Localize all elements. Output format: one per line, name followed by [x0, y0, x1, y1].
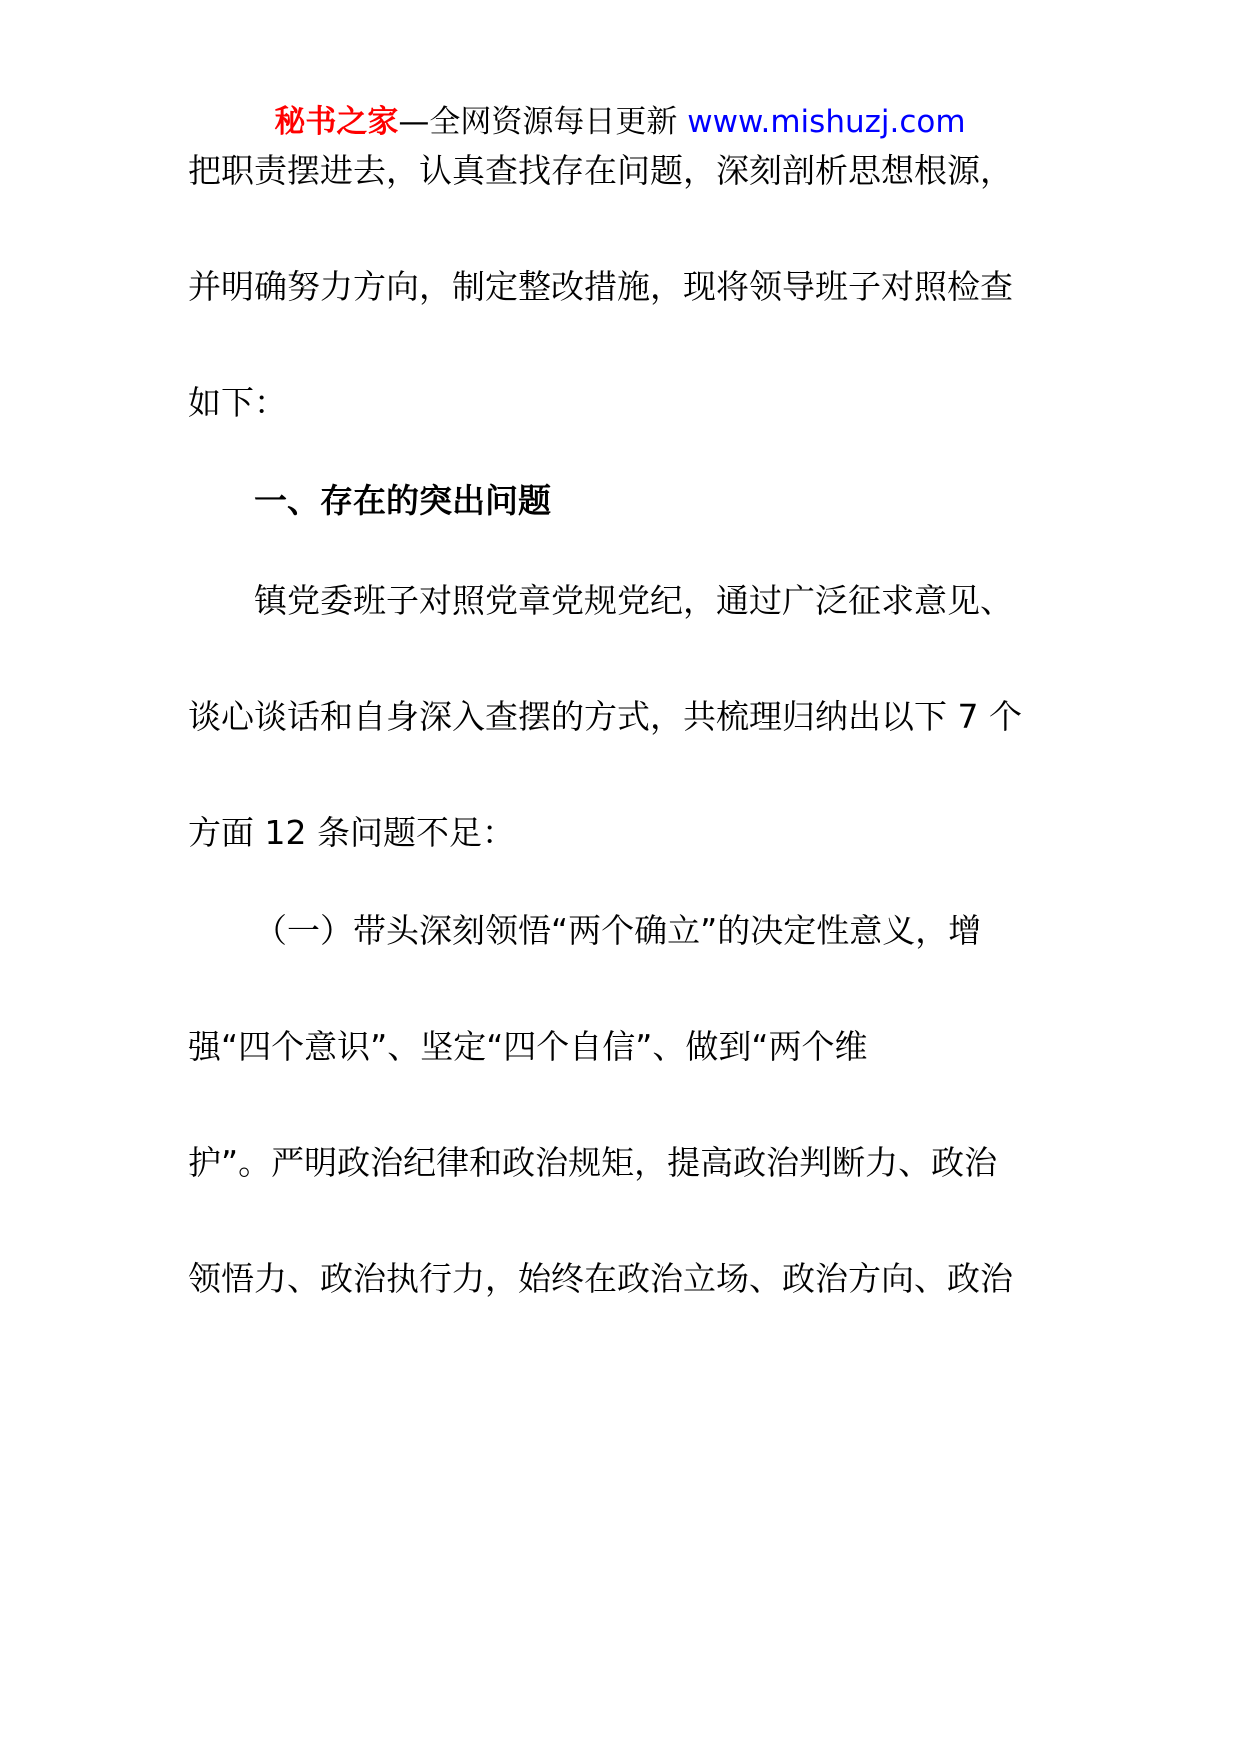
- page-header: [0, 100, 1240, 144]
- body-text-line: 领悟力、政治执行力，始终在政治立场、政治方向、政治: [188, 1259, 1013, 1298]
- body-text-line: 谈心谈话和自身深入查摆的方式，共梳理归纳出以下 7 个: [188, 697, 1022, 736]
- body-text-line: 强“四个意识”、坚定“四个自信”、做到“两个维: [188, 1027, 868, 1066]
- header-tagline: —全网资源每日更新: [398, 104, 688, 140]
- body-text-line: 把职责摆进去，认真查找存在问题，深刻剖析思想根源，: [188, 151, 1013, 190]
- body-text-line: 如下：: [188, 383, 287, 422]
- paragraph-start-line: 镇党委班子对照党章党规党纪，通过广泛征求意见、: [254, 581, 1013, 620]
- subsection-start-line: （一）带头深刻领悟“两个确立”的决定性意义，增: [254, 911, 982, 950]
- body-text-line: 方面 12 条问题不足：: [188, 813, 515, 852]
- body-text-line: 并明确努力方向，制定整改措施，现将领导班子对照检查: [188, 267, 1013, 306]
- brand-name: 秘书之家: [274, 104, 399, 140]
- section-heading: 一、存在的突出问题: [254, 481, 551, 520]
- site-url-link[interactable]: www.mishuzj.com: [687, 104, 966, 140]
- body-text-line: 护”。严明政治纪律和政治规矩，提高政治判断力、政治: [188, 1143, 998, 1182]
